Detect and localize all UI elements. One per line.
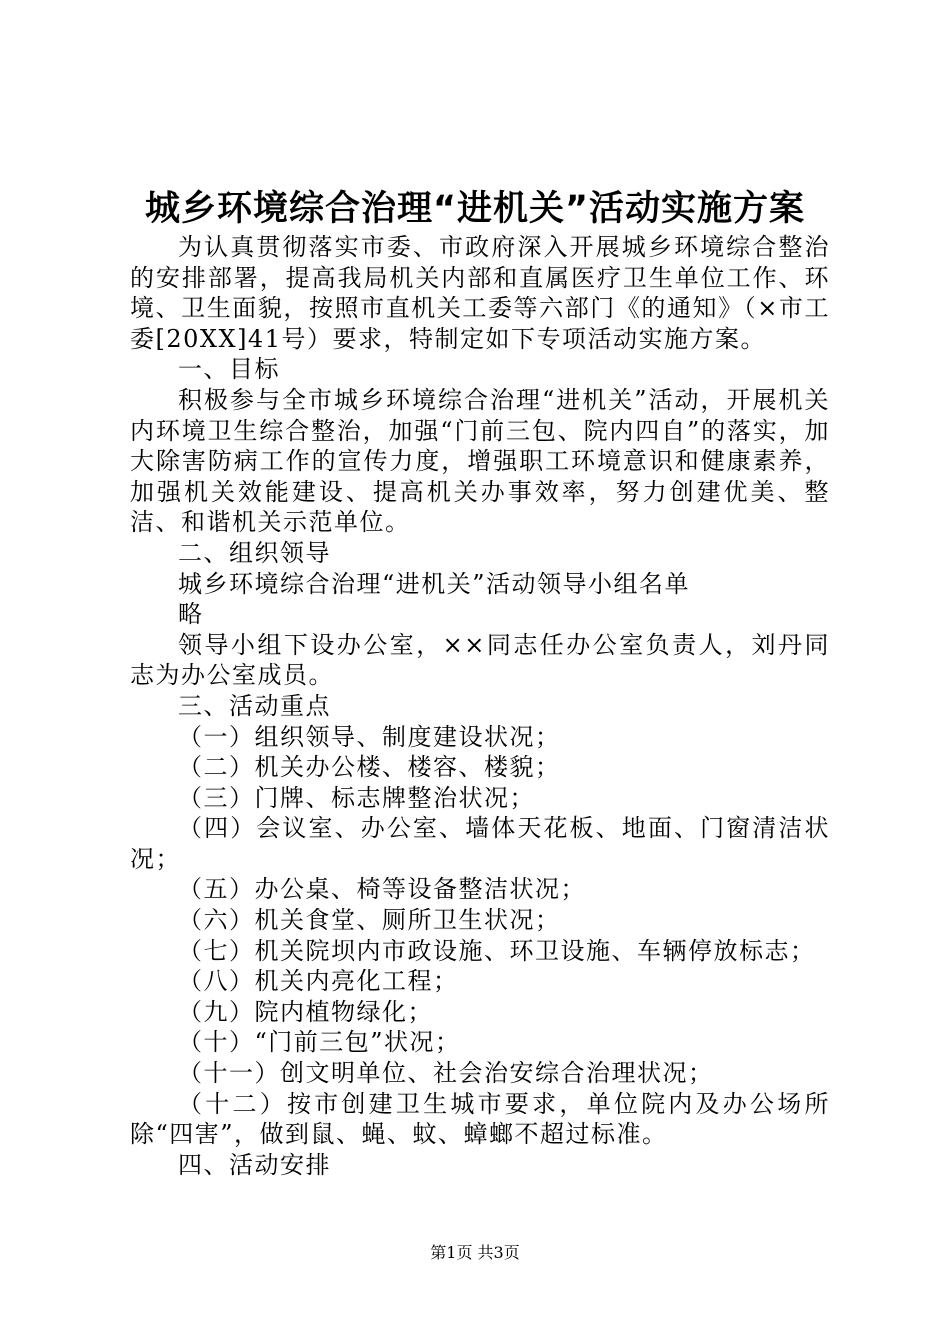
list-item: （三）门牌、标志牌整治状况； [178,783,535,812]
paragraph-office: 领导小组下设办公室，××同志任办公室负责人，刘丹同志为办公室成员。 [130,630,830,690]
page-number: 第1页 共3页 [430,1243,520,1262]
list-item: （七）机关院坝内市政设施、环卫设施、车辆停放标志； [178,936,816,965]
paragraph-omitted: 略 [178,600,204,629]
list-item: （五）办公桌、椅等设备整洁状况； [178,875,586,904]
list-item: （十二）按市创建卫生城市要求，单位院内及办公场所除“四害”，做到鼠、蝇、蚊、蟑螂不超过标准。 [130,1089,830,1149]
list-item: （八）机关内亮化工程； [178,967,459,996]
paragraph-intro: 为认真贯彻落实市委、市政府深入开展城乡环境综合整治的安排部署，提高我局机关内部和直属医疗卫生单位工作、环境、卫生面貌，按照市直机关工委等六部门《的通知》（×市工委[20XX]41号）要求，特制定如下专项活动实施方案。 [130,233,830,353]
section-heading-focus: 三、活动重点 [178,691,331,720]
list-item: （九）院内植物绿化； [178,997,433,1026]
list-item: （一）组织领导、制度建设状况； [178,722,561,751]
document-body [130,232,830,1180]
list-item: （十一）创文明单位、社会治安综合治理状况； [178,1059,714,1088]
list-item: （二）机关办公楼、楼容、楼貌； [178,753,561,782]
paragraph-goal: 积极参与全市城乡环境综合治理“进机关”活动，开展机关内环境卫生综合整治，加强“门前三包、院内四自”的落实，加大除害防病工作的宣传力度，增强职工环境意识和健康素养，加强机关效能建设、提高机关办事效率，努力创建优美、整洁、和谐机关示范单位。 [130,385,830,537]
list-item: （六）机关食堂、厕所卫生状况； [178,906,561,935]
document-title: 城乡环境综合治理“进机关”活动实施方案 [144,189,805,229]
list-item: （十）“门前三包”状况； [178,1028,461,1057]
list-item: （四）会议室、办公室、墙体天花板、地面、门窗清洁状况； [130,814,830,873]
section-heading-schedule: 四、活动安排 [178,1150,331,1179]
section-heading-organization: 二、组织领导 [178,538,331,567]
paragraph-group-list-title: 城乡环境综合治理“进机关”活动领导小组名单 [178,569,691,598]
section-heading-goal: 一、目标 [178,355,280,384]
